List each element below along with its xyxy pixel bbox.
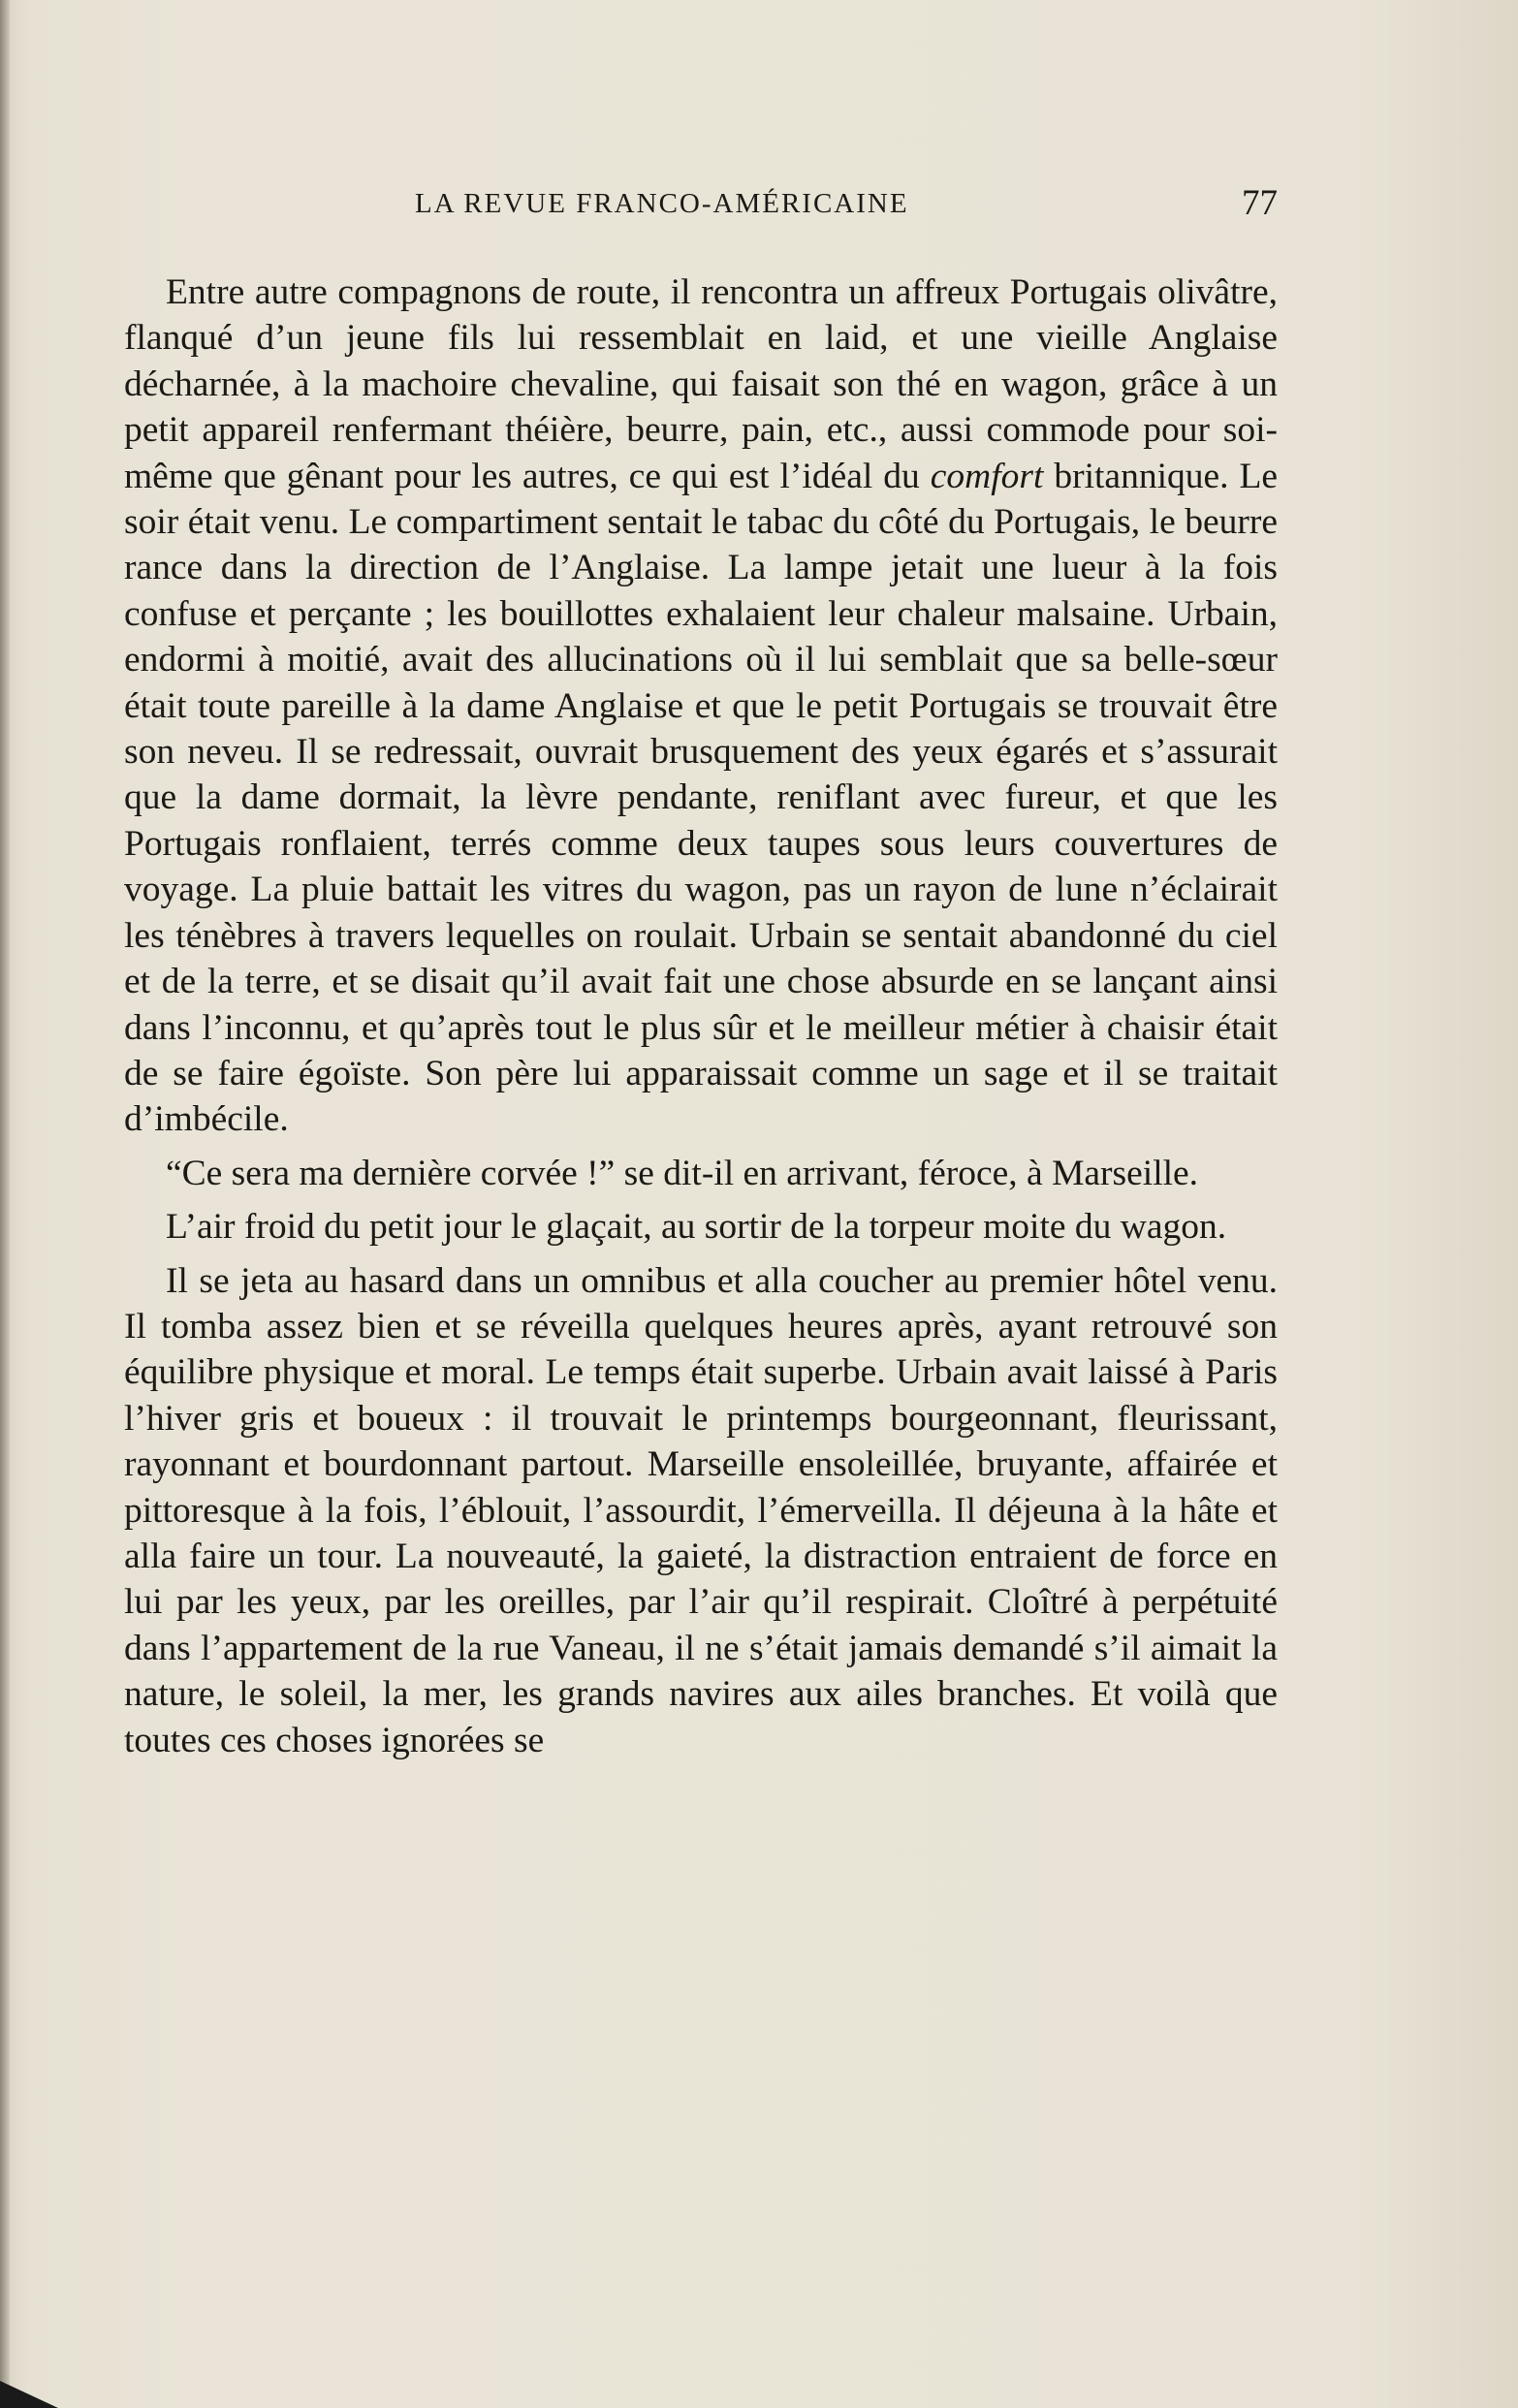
paragraph-1-before: Entre autre compagnons de route, il rencontra un affreux Portugais olivâtre, flanqué d’un jeune fils lui ressemblait en laid, et une vieille Anglaise décharnée, à la machoire chevaline, qui faisait son thé en wagon, grâce à un petit appareil renfermant théière, beurre, pain, etc., aussi commode pour soi-même que gênant pour les autres, ce qui est l’idéal du	[124, 272, 1278, 496]
paragraph-1	[124, 269, 1278, 1143]
italic-word: comfort	[930, 456, 1044, 496]
paragraph-3: L’air froid du petit jour le glaçait, au sortir de la torpeur moite du wagon.	[166, 1207, 1227, 1248]
running-head	[163, 182, 1278, 221]
page-number: 77	[1242, 183, 1278, 223]
paragraph-2: “Ce sera ma dernière corvée !” se dit-il en arrivant, féroce, à Marseille.	[166, 1153, 1199, 1193]
page-binding-edge	[0, 0, 10, 2408]
running-title: LA REVUE FRANCO-AMÉRICAINE	[415, 188, 909, 219]
paragraph-4: Il se jeta au hasard dans un omnibus et alla coucher au premier hôtel venu. Il tomba assez bien et se réveilla quelques heures après, ayant retrouvé son équilibre physique et moral. Le temps était superbe. Urbain avait laissé à Paris l’hiver gris et boueux : il trouvait le printemps bourgeonnant, fleurissant, rayonnant et bourdonnant partout. Marseille ensoleillée, bruyante, affairée et pittoresque à la fois, l’éblouit, l’assourdit, l’émerveilla. Il déjeuna à la hâte et alla faire un tour. La nouveauté, la gaieté, la distraction entraient de force en lui par les yeux, par les oreilles, par l’air qu’il respirait. Cloîtré à perpétuité dans l’appartement de la rue Vaneau, il ne s’était jamais demandé s’il aimait la nature, le soleil, la mer, les grands navires aux ailes branches. Et voilà que toutes ces choses ignorées se	[124, 1260, 1278, 1760]
body-text	[124, 269, 1278, 1763]
paragraph-1-after: britannique. Le soir était venu. Le compartiment sentait le tabac du côté du Portugais, le beurre rance dans la direction de l’Anglaise. La lampe jetait une lueur à la fois confuse et perçante ; les bouillottes exhalaient leur chaleur malsaine. Urbain, endormi à moitié, avait des allucinations où il lui semblait que sa belle-sœur était toute pareille à la dame Anglaise et que le petit Portugais se trouvait être son neveu. Il se redressait, ouvrait brusquement des yeux égarés et s’assurait que la dame dormait, la lèvre pendante, reniflant avec fureur, et que les Portugais ronflaient, terrés comme deux taupes sous leurs couvertures de voyage. La pluie battait les vitres du wagon, pas un rayon de lune n’éclairait les ténèbres à travers lequelles on roulait. Urbain se sentait abandonné du ciel et de la terre, et se disait qu’il avait fait une chose absurde en se lançant ainsi dans l’inconnu, et qu’après tout le plus sûr et le meilleur métier à chaisir était de se faire égoïste. Son père lui apparaissait comme un sage et il se traitait d’imbécile.	[124, 456, 1279, 1140]
